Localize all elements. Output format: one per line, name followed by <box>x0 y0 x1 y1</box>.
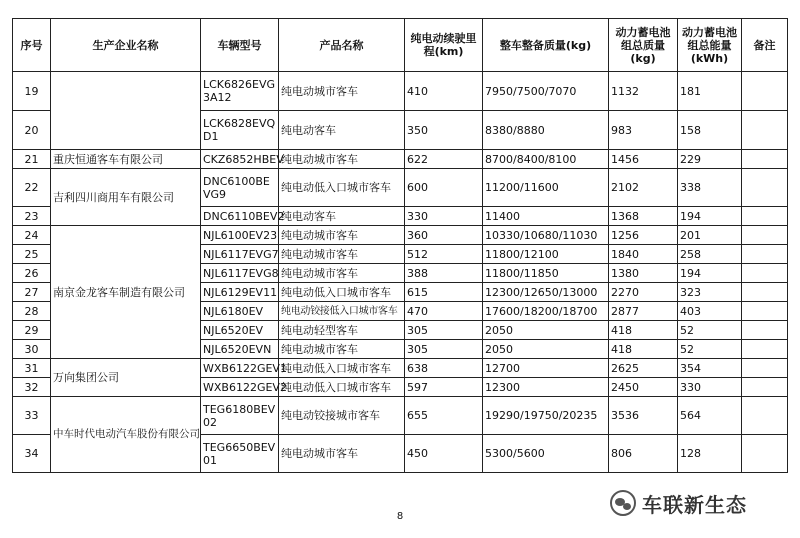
header-range: 纯电动续驶里程(km) <box>405 19 483 72</box>
battery-mass: 806 <box>609 435 678 473</box>
range-km: 638 <box>405 359 483 378</box>
vehicle-model: LCK6828EVQD1 <box>201 111 279 150</box>
vehicle-model: NJL6129EV11 <box>201 283 279 302</box>
company-name: 万向集团公司 <box>51 359 201 397</box>
curb-mass: 17600/18200/18700 <box>483 302 609 321</box>
curb-mass: 11800/12100 <box>483 245 609 264</box>
battery-mass: 2102 <box>609 169 678 207</box>
battery-energy: 201 <box>678 226 742 245</box>
vehicle-table <box>12 18 788 473</box>
vehicle-model: NJL6520EV <box>201 321 279 340</box>
curb-mass: 11800/11850 <box>483 264 609 283</box>
header-row <box>13 19 788 72</box>
curb-mass: 11200/11600 <box>483 169 609 207</box>
battery-mass: 1456 <box>609 150 678 169</box>
product-name: 纯电动城市客车 <box>279 150 405 169</box>
battery-mass: 2270 <box>609 283 678 302</box>
range-km: 360 <box>405 226 483 245</box>
row-index: 23 <box>13 207 51 226</box>
curb-mass: 12700 <box>483 359 609 378</box>
row-index: 33 <box>13 397 51 435</box>
company-name: 中车时代电动汽车股份有限公司 <box>51 397 201 473</box>
range-km: 350 <box>405 111 483 150</box>
battery-energy: 354 <box>678 359 742 378</box>
curb-mass: 12300/12650/13000 <box>483 283 609 302</box>
remark <box>742 169 788 207</box>
product-name: 纯电动低入口城市客车 <box>279 169 405 207</box>
battery-energy: 258 <box>678 245 742 264</box>
product-name: 纯电动城市客车 <box>279 72 405 111</box>
product-name: 纯电动城市客车 <box>279 264 405 283</box>
company-name: 重庆恒通客车有限公司 <box>51 150 201 169</box>
remark <box>742 435 788 473</box>
remark <box>742 340 788 359</box>
company-name: 吉利四川商用车有限公司 <box>51 169 201 226</box>
remark <box>742 283 788 302</box>
header-battery-energy: 动力蓄电池组总能量(kWh) <box>678 19 742 72</box>
row-index: 28 <box>13 302 51 321</box>
range-km: 388 <box>405 264 483 283</box>
row-index: 19 <box>13 72 51 111</box>
remark <box>742 245 788 264</box>
remark <box>742 226 788 245</box>
row-index: 29 <box>13 321 51 340</box>
product-name: 纯电动城市客车 <box>279 340 405 359</box>
battery-mass: 3536 <box>609 397 678 435</box>
range-km: 470 <box>405 302 483 321</box>
vehicle-model: NJL6117EVG7 <box>201 245 279 264</box>
row-index: 27 <box>13 283 51 302</box>
range-km: 615 <box>405 283 483 302</box>
range-km: 410 <box>405 72 483 111</box>
product-name: 纯电动低入口城市客车 <box>279 359 405 378</box>
vehicle-model: NJL6520EVN <box>201 340 279 359</box>
curb-mass: 12300 <box>483 378 609 397</box>
company-name: 南京金龙客车制造有限公司 <box>51 226 201 359</box>
header-model: 车辆型号 <box>201 19 279 72</box>
row-index: 20 <box>13 111 51 150</box>
product-name: 纯电动城市客车 <box>279 245 405 264</box>
remark <box>742 150 788 169</box>
battery-energy: 330 <box>678 378 742 397</box>
product-name: 纯电动城市客车 <box>279 435 405 473</box>
row-index: 22 <box>13 169 51 207</box>
header-company: 生产企业名称 <box>51 19 201 72</box>
remark <box>742 378 788 397</box>
vehicle-model: DNC6110BEV2 <box>201 207 279 226</box>
range-km: 597 <box>405 378 483 397</box>
vehicle-model: NJL6100EV23 <box>201 226 279 245</box>
vehicle-model: TEG6180BEV02 <box>201 397 279 435</box>
curb-mass: 2050 <box>483 321 609 340</box>
curb-mass: 10330/10680/11030 <box>483 226 609 245</box>
vehicle-model: WXB6122GEV2 <box>201 378 279 397</box>
battery-mass: 2877 <box>609 302 678 321</box>
vehicle-model: CKZ6852HBEV <box>201 150 279 169</box>
range-km: 655 <box>405 397 483 435</box>
curb-mass: 11400 <box>483 207 609 226</box>
header-product: 产品名称 <box>279 19 405 72</box>
table-row <box>13 72 788 111</box>
header-mass: 整车整备质量(kg) <box>483 19 609 72</box>
battery-mass: 983 <box>609 111 678 150</box>
remark <box>742 302 788 321</box>
watermark-text: 车联新生态 <box>642 492 747 517</box>
header-battery-mass: 动力蓄电池组总质量(kg) <box>609 19 678 72</box>
battery-mass: 418 <box>609 321 678 340</box>
vehicle-model: TEG6650BEV01 <box>201 435 279 473</box>
remark <box>742 397 788 435</box>
vehicle-model: NJL6117EVG8 <box>201 264 279 283</box>
battery-energy: 181 <box>678 72 742 111</box>
range-km: 600 <box>405 169 483 207</box>
header-remark: 备注 <box>742 19 788 72</box>
battery-mass: 1840 <box>609 245 678 264</box>
row-index: 21 <box>13 150 51 169</box>
range-km: 305 <box>405 340 483 359</box>
table-row <box>13 397 788 435</box>
remark <box>742 207 788 226</box>
remark <box>742 264 788 283</box>
battery-mass: 2625 <box>609 359 678 378</box>
table-row <box>13 150 788 169</box>
product-name: 纯电动低入口城市客车 <box>279 378 405 397</box>
battery-energy: 52 <box>678 321 742 340</box>
battery-energy: 564 <box>678 397 742 435</box>
range-km: 622 <box>405 150 483 169</box>
row-index: 34 <box>13 435 51 473</box>
remark <box>742 111 788 150</box>
company-cell-empty <box>51 72 201 150</box>
battery-energy: 128 <box>678 435 742 473</box>
battery-mass: 418 <box>609 340 678 359</box>
curb-mass: 19290/19750/20235 <box>483 397 609 435</box>
curb-mass: 5300/5600 <box>483 435 609 473</box>
battery-energy: 323 <box>678 283 742 302</box>
header-index: 序号 <box>13 19 51 72</box>
product-name: 纯电动铰接城市客车 <box>279 397 405 435</box>
product-name: 纯电动低入口城市客车 <box>279 283 405 302</box>
battery-mass: 2450 <box>609 378 678 397</box>
page-number: 8 <box>396 511 404 522</box>
range-km: 330 <box>405 207 483 226</box>
curb-mass: 7950/7500/7070 <box>483 72 609 111</box>
battery-energy: 52 <box>678 340 742 359</box>
table-row <box>13 226 788 245</box>
row-index: 30 <box>13 340 51 359</box>
battery-mass: 1132 <box>609 72 678 111</box>
row-index: 26 <box>13 264 51 283</box>
row-index: 25 <box>13 245 51 264</box>
range-km: 305 <box>405 321 483 340</box>
range-km: 512 <box>405 245 483 264</box>
battery-mass: 1256 <box>609 226 678 245</box>
table-row <box>13 169 788 207</box>
vehicle-model: DNC6100BEVG9 <box>201 169 279 207</box>
vehicle-model: NJL6180EV <box>201 302 279 321</box>
range-km: 450 <box>405 435 483 473</box>
row-index: 32 <box>13 378 51 397</box>
remark <box>742 72 788 111</box>
product-name: 纯电动客车 <box>279 207 405 226</box>
battery-energy: 229 <box>678 150 742 169</box>
remark <box>742 359 788 378</box>
curb-mass: 2050 <box>483 340 609 359</box>
battery-energy: 338 <box>678 169 742 207</box>
curb-mass: 8380/8880 <box>483 111 609 150</box>
row-index: 31 <box>13 359 51 378</box>
vehicle-model: WXB6122GEV1 <box>201 359 279 378</box>
battery-mass: 1380 <box>609 264 678 283</box>
product-name: 纯电动铰接低入口城市客车 <box>279 302 405 321</box>
remark <box>742 321 788 340</box>
product-name: 纯电动客车 <box>279 111 405 150</box>
row-index: 24 <box>13 226 51 245</box>
battery-energy: 403 <box>678 302 742 321</box>
battery-energy: 194 <box>678 264 742 283</box>
product-name: 纯电动轻型客车 <box>279 321 405 340</box>
battery-energy: 194 <box>678 207 742 226</box>
table-row <box>13 359 788 378</box>
battery-energy: 158 <box>678 111 742 150</box>
battery-mass: 1368 <box>609 207 678 226</box>
curb-mass: 8700/8400/8100 <box>483 150 609 169</box>
product-name: 纯电动城市客车 <box>279 226 405 245</box>
vehicle-model: LCK6826EVG3A12 <box>201 72 279 111</box>
